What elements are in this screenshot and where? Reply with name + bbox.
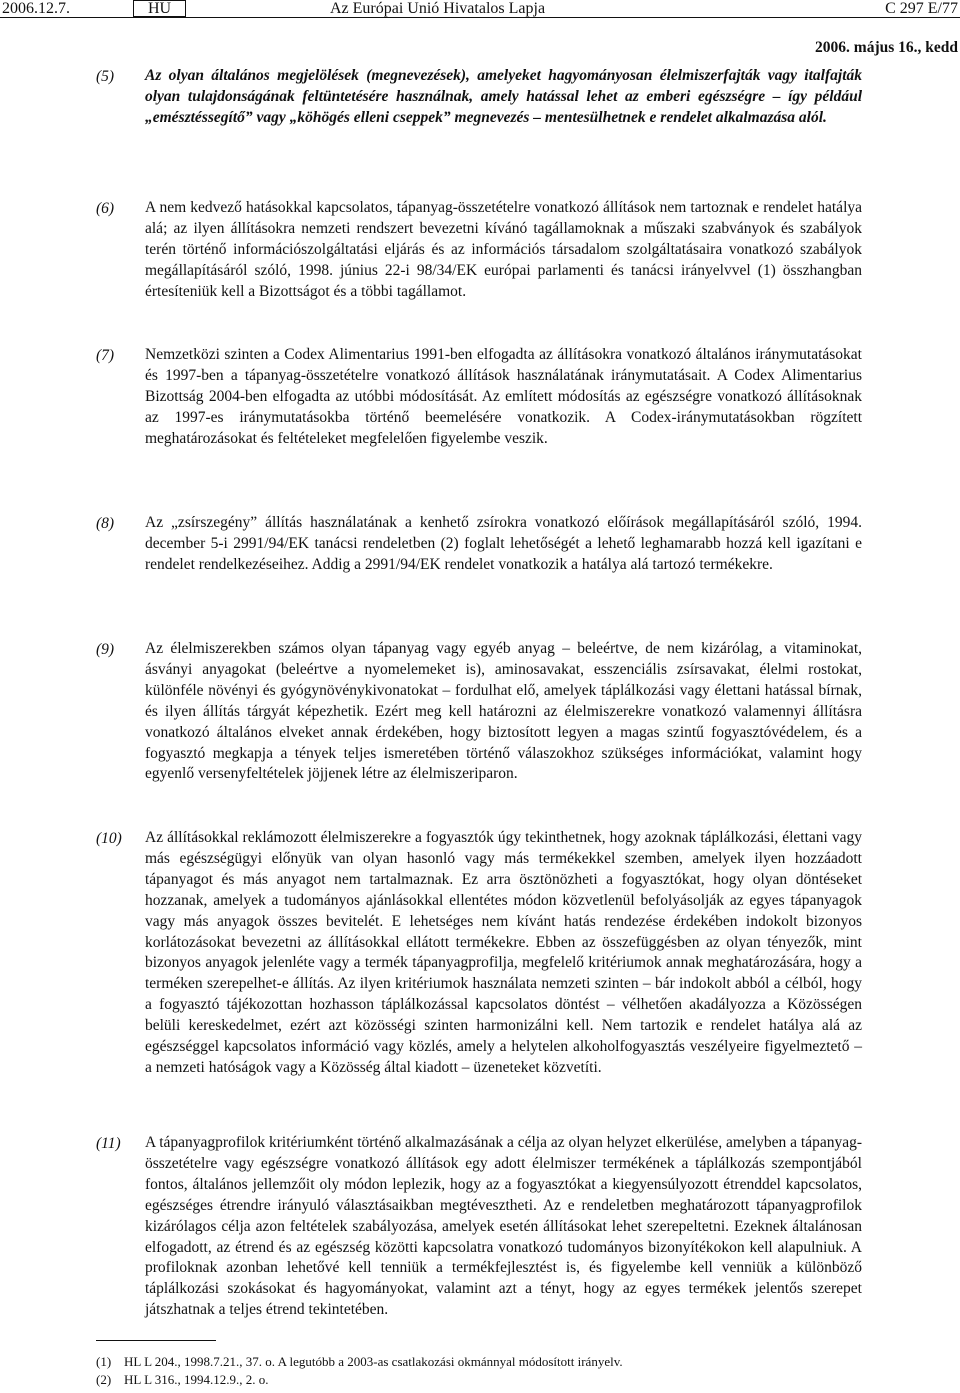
paragraph-text: A tápanyagprofilok kritériumként történő alkalmazásának a célja az olyan helyzet elkerülése, amelyben a tápanyag-összetételre vagy egészségre vonatkozó állítások egy adott élelmiszer termékének a táplálkozás szempontjából fontos, általános jellemzőit oly módon leplezik, hogy az a fogyasztókat a kiegyensúlyozott étrenddel kapcsolatos, egészséges étrendre irányuló választásaikban megtévesztheti. Az e rendeletben meghatározott tápanyagprofilok kizárólagos célja azon feltételek szabályozása, amelyek esetén állításokat lehet szerepeltetni. Ezeknek általánosan elfogadott, az étrend és az egészség közötti kapcsolatra vonatkozó tudományos bizonyítékokon kell alapulniuk. A profiloknak azonban lehetővé kell tenniük a termékfejlesztést is, és figyelembe kell venniük a különböző táplálkozási szokásokat és hagyományokat, valamint azt a tényt, hogy az egyes termékek jelentős szerepet játszhatnak a teljes étrend tekintetében. (145, 1134, 862, 1319)
language-badge: HU (133, 0, 186, 17)
header-rule (0, 17, 960, 18)
paragraph-number: (8) (96, 515, 115, 532)
footnote-number: (1) (96, 1354, 112, 1369)
paragraph-number: (10) (96, 830, 122, 847)
paragraph-number: (5) (96, 68, 115, 85)
page-header (0, 0, 960, 22)
paragraph-text: Az élelmiszerekben számos olyan tápanyag vagy egyéb anyag – beleértve, de nem kizárólag, a vitaminokat, ásványi anyagokat (beleértve a nyomelemeket is), aminosavakat, esszenciális zsírsavakat, élelmi rostokat, különféle növényi és gyógynövénykivonatokat – fordulhat elő, amelyek táplálkozási vagy élettani hatással bírnak, és ilyen állítás tárgyát képezhetik. Ezért meg kell határozni az élelmiszerekre vonatkozó valamennyi állításra vonatkozó általános elveket annak érdekében, hogy biztosított legyen a magas szintű fogyasztóvédelem, és a fogyasztó megkapja a tények teljes ismeretében történő válaszokhoz szükséges információkat, valamint hogy egyenlő versenyfeltételek jöjjenek létre az élelmiszeriparon. (145, 640, 862, 783)
paragraph-text: A nem kedvező hatásokkal kapcsolatos, tápanyag-összetételre vonatkozó állítások nem tartoznak e rendelet hatálya alá; az ilyen állításokra nemzeti rendszert bevezetni kívánó tagállamoknak a műszaki szabványok és szabályok terén történő információszolgáltatási eljárás és az információs társadalom szolgáltatásaira vonatkozó szabályok megállapításáról szóló, 1998. június 22-i 98/34/EK európai parlamenti és tanácsi irányelvvel (1) összhangban értesíteniük kell a Bizottságot és a többi tagállamot. (145, 199, 862, 300)
paragraph-number: (11) (96, 1135, 121, 1152)
paragraph-number: (6) (96, 200, 115, 217)
session-date: 2006. május 16., kedd (815, 39, 958, 56)
paragraph-text: Az „zsírszegény” állítás használatának a kenhető zsírokra vonatkozó előírások megállapításáról szóló, 1994. december 5-i 2991/94/EK tanácsi rendeletben (2) foglalt lehetőségét a lehető leghamarabb hozzá kell igazítani e rendelet rendelkezéseihez. Addig a 2991/94/EK rendelet vonatkozik a hatálya alá tartozó termékekre. (145, 514, 862, 573)
page-reference: C 297 E/77 (885, 0, 958, 17)
paragraph-number: (7) (96, 347, 115, 364)
paragraph-text: Az olyan általános megjelölések (megnevezések), amelyeket hagyományosan élelmiszerfajták vagy italfajták olyan tulajdonságának feltüntetésére használnak, amely hatással lehet az emberi egészségre – így például „emésztéssegítő” vagy „köhögés elleni cseppek” megnevezés – mentesülhetnek e rendelet alkalmazása alól. (145, 67, 862, 126)
footnote-rule (96, 1340, 216, 1341)
journal-title: Az Európai Unió Hivatalos Lapja (330, 0, 546, 17)
footnote-text: HL L 204., 1998.7.21., 37. o. A legutóbb a 2003-as csatlakozási okmánnyal módosított irányelv. (124, 1354, 623, 1369)
paragraph-text: Az állításokkal reklámozott élelmiszerekre a fogyasztók úgy tekinthetnek, hogy azoknak táplálkozási, élettani vagy más egészségügyi előnyük van olyan hasonló vagy más termékekkel szemben, amelyek ilyen hozzáadott tápanyagot és más anyagot nem tartalmaznak. Ez arra ösztönözheti a fogyasztókat, hogy olyan döntéseket hozzanak, amelyek a tudományos ajánlásokkal ellentétes módon közvetlenül befolyásolják az egyes tápanyagok vagy más anyagok összes bevitelét. E lehetséges nem kívánt hatás rendezése érdekében indokolt bizonyos korlátozásokat bevezetni az állításokkal ellátott termékekre. Ebben az összefüggésben az olyan tényezők, mint bizonyos anyagok jelenléte vagy a termék tápanyagprofilja, megfelelő kritériumok annak meghatározására, hogy a terméken szerepelhet-e állítás. Az ilyen kritériumok használata nemzeti szinten – bár indokolt abból a célból, hogy a fogyasztó tájékozottan hozhasson táplálkozással kapcsolatos döntést – vélhetően akadályozza a Közösségen belüli kereskedelmet, ezért azt közösségi szinten harmonizálni kell. Nem tartozik e rendelet hatálya alá az egészséggel kapcsolatos információ vagy közlés, amely a helytelen alkoholfogyasztás veszélyeire figyelmeztető – a nemzeti hatóságok vagy a Közösség által kiadott – üzeneteket közvetíti. (145, 829, 862, 1076)
header-date: 2006.12.7. (2, 0, 70, 17)
footnote-1 (96, 1354, 623, 1370)
paragraph-text: Nemzetközi szinten a Codex Alimentarius 1991-ben elfogadta az állításokra vonatkozó általános iránymutatásokat és 1997-ben a tápanyag-összetételre vonatkozó állítások használatának iránymutatásait. A Codex Alimentarius Bizottság 2004-ben elfogadta az utóbbi módosítását. Az említett módosítás az egészségre vonatkozó állításoknak az 1997-es iránymutatásokba történő beemelésére vonatkozik. A Codex-iránymutatásokban rögzített meghatározásokat és feltételeket megfelelően figyelembe veszik. (145, 346, 862, 447)
footnote-2 (96, 1372, 269, 1388)
paragraph-number: (9) (96, 641, 115, 658)
footnote-text: HL L 316., 1994.12.9., 2. o. (124, 1372, 269, 1387)
footnote-number: (2) (96, 1372, 112, 1387)
